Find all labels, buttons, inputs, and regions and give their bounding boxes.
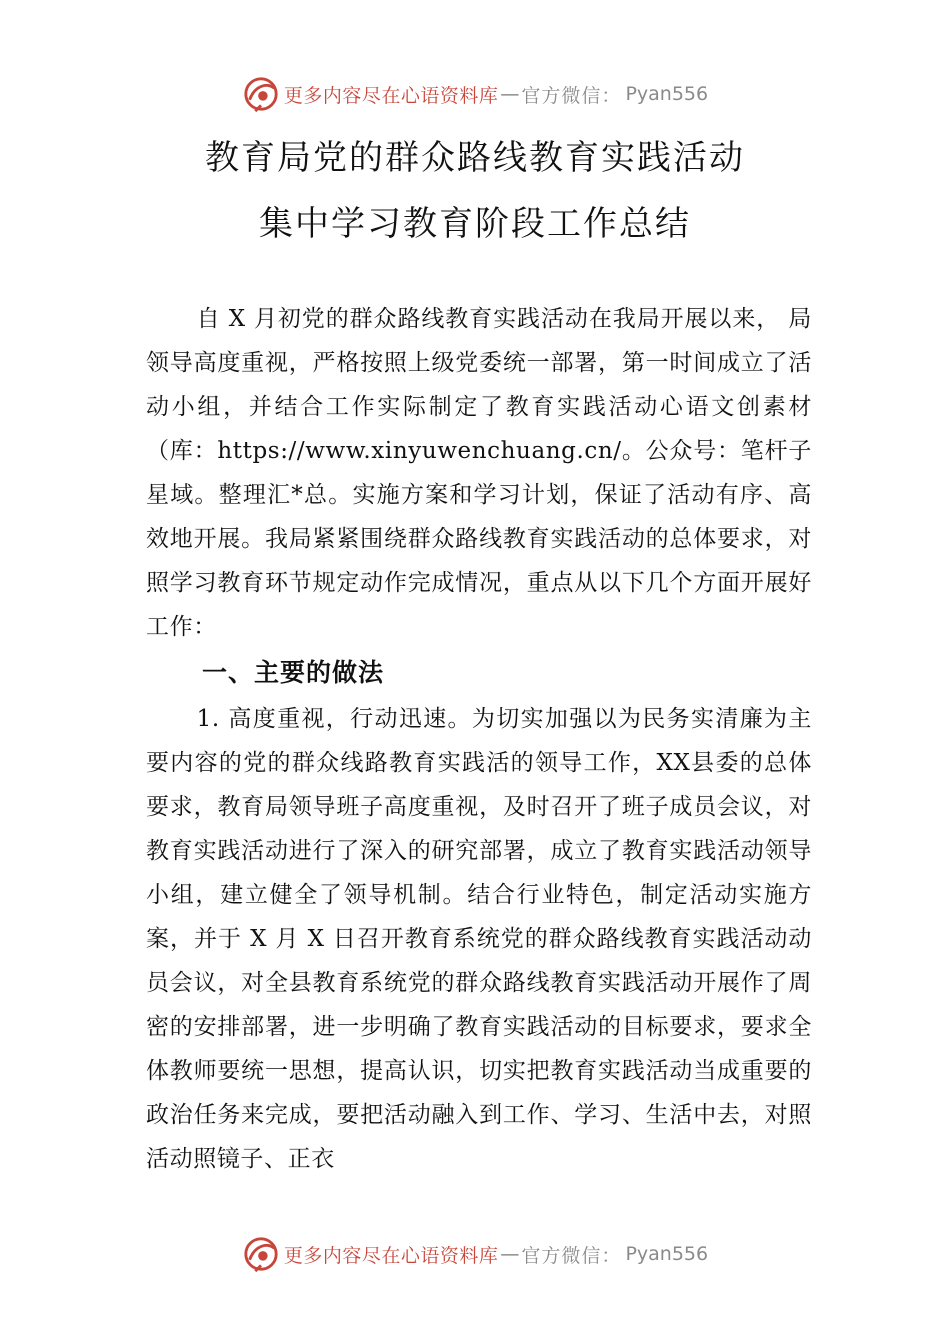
watermark-brand: 更多内容尽在心语资料库 [283,84,499,107]
section-heading: 一、主要的做法 [202,658,385,687]
document-title-line1: 教育局党的群众路线教育实践活动 [205,138,745,178]
watermark-separator: — [500,1243,520,1265]
document-body [146,297,812,1181]
intro-paragraph: 自 X 月初党的群众路线教育实践活动在我局开展以来， 局领导高度重视，严格按照上级党委统一部署，第一时间成立了活动小组，并结合工作实际制定了教育实践活动心语文创素材（库：https://www.xinyuwenchuang.cn/。公众号：笔杆子星域。整理汇*总。实施方案和学习计划，保证了活动有序、高效地开展。我局紧紧围绕群众路线教育实践活动的总体要求，对照学习教育环节规定动作完成情况，重点从以下几个方面开展好工作： [146,306,812,640]
body-paragraph: 1. 高度重视，行动迅速。为切实加强以为民务实清廉为主要内容的党的群众线路教育实践活的领导工作，XX县委的总体要求，教育局领导班子高度重视，及时召开了班子成员会议，对教育实践活动进行了深入的研究部署，成立了教育实践活动领导小组，建立健全了领导机制。结合行业特色，制定活动实施方案，并于 X 月 X 日召开教育系统党的群众路线教育实践活动动员会议，对全县教育系统党的群众路线教育实践活动开展作了周密的安排部署，进一步明确了教育实践活动的目标要求，要求全体教师要统一思想，提高认识，切实把教育实践活动当成重要的政治任务来完成，要把活动融入到工作、学习、生活中去，对照活动照镜子、正衣 [146,706,812,1172]
watermark-separator: — [500,83,520,105]
watermark-wechat-label: 官方微信： [521,84,622,107]
watermark-footer [0,1234,950,1274]
watermark-wechat-id: Pyan556 [625,1243,709,1265]
watermark-brand: 更多内容尽在心语资料库 [283,1244,499,1267]
red-circle-mascot-icon [242,1235,280,1273]
watermark-header [0,74,950,114]
watermark-wechat-id: Pyan556 [625,83,709,105]
red-circle-mascot-icon [242,75,280,113]
watermark-wechat-label: 官方微信： [521,1244,622,1267]
document-title-line2: 集中学习教育阶段工作总结 [259,204,691,244]
